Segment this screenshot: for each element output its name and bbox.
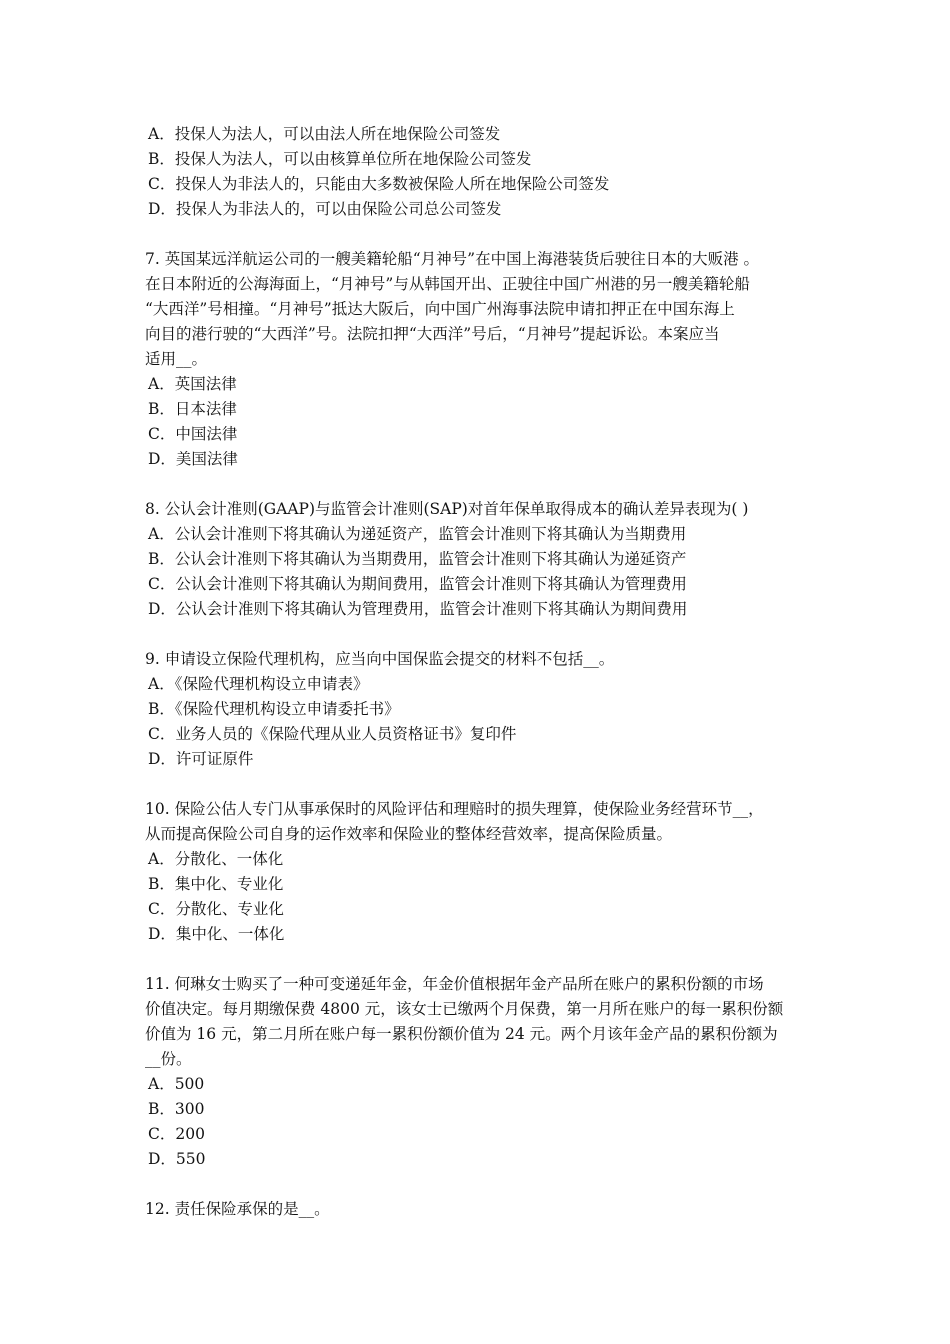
- q7-option-b: B．日本法律: [148, 400, 237, 418]
- q8-option-b: B．公认会计准则下将其确认为当期费用，监管会计准则下将其确认为递延资产: [148, 550, 687, 568]
- q11-stem-line: 价值为 16 元，第二月所在账户每一累积份额价值为 24 元。两个月该年金产品的累积份额为: [145, 1025, 778, 1043]
- q11-stem-line: __份。: [145, 1050, 192, 1068]
- q7-stem-line: 适用__。: [145, 350, 208, 368]
- spacer: [145, 472, 815, 497]
- spacer: [145, 222, 815, 247]
- q7-option-c: C．中国法律: [148, 425, 238, 443]
- q9-option-a: A．《保险代理机构设立申请表》: [148, 675, 369, 693]
- question-9: [145, 647, 815, 772]
- q11-stem-line: 11. 何琳女士购买了一种可变递延年金，年金价值根据年金产品所在账户的累积份额的市场: [145, 975, 764, 993]
- q10-stem-line: 从而提高保险公司自身的运作效率和保险业的整体经营效率，提高保险质量。: [145, 825, 673, 843]
- q8-stem-line: 8. 公认会计准则(GAAP)与监管会计准则(SAP)对首年保单取得成本的确认差异表现为( ): [145, 500, 749, 518]
- q6-option-a: A．投保人为法人，可以由法人所在地保险公司签发: [148, 125, 501, 143]
- q8-option-d: D．公认会计准则下将其确认为管理费用，监管会计准则下将其确认为期间费用: [148, 600, 688, 618]
- q7-option-d: D．美国法律: [148, 450, 238, 468]
- q6-option-b: B．投保人为法人，可以由核算单位所在地保险公司签发: [148, 150, 532, 168]
- q10-option-c: C．分散化、专业化: [148, 900, 284, 918]
- q8-option-a: A．公认会计准则下将其确认为递延资产，监管会计准则下将其确认为当期费用: [148, 525, 687, 543]
- q10-option-a: A．分散化、一体化: [148, 850, 284, 868]
- q11-option-c: C．200: [148, 1125, 205, 1143]
- q8-option-c: C．公认会计准则下将其确认为期间费用，监管会计准则下将其确认为管理费用: [148, 575, 687, 593]
- q10-option-d: D．集中化、一体化: [148, 925, 285, 943]
- q11-option-b: B．300: [148, 1100, 205, 1118]
- q11-option-d: D．550: [148, 1150, 206, 1168]
- question-8: [145, 497, 815, 622]
- spacer: [145, 947, 815, 972]
- question-10: [145, 797, 815, 947]
- q11-option-a: A．500: [148, 1075, 205, 1093]
- q10-option-b: B．集中化、专业化: [148, 875, 284, 893]
- q6-option-c: C．投保人为非法人的，只能由大多数被保险人所在地保险公司签发: [148, 175, 610, 193]
- q10-stem-line: 10. 保险公估人专门从事承保时的风险评估和理赔时的损失理算，使保险业务经营环节__，: [145, 800, 764, 818]
- q9-option-c: C．业务人员的《保险代理从业人员资格证书》复印件: [148, 725, 517, 743]
- q7-stem-line: 在日本附近的公海海面上，“月神号”与从韩国开出、正驶往中国广州港的另一艘美籍轮船: [145, 275, 750, 293]
- document-page: [145, 122, 815, 1222]
- question-6-options: [145, 122, 815, 222]
- q12-stem-line: 12. 责任保险承保的是__。: [145, 1200, 330, 1218]
- spacer: [145, 1172, 815, 1197]
- q11-stem-line: 价值决定。每月期缴保费 4800 元，该女士已缴两个月保费，第一月所在账户的每一累积份额: [145, 1000, 784, 1018]
- question-12: [145, 1197, 815, 1222]
- question-7: [145, 247, 815, 472]
- q9-option-d: D．许可证原件: [148, 750, 254, 768]
- q7-stem-line: 7. 英国某远洋航运公司的一艘美籍轮船“月神号”在中国上海港装货后驶往日本的大贩港 。: [145, 250, 759, 268]
- spacer: [145, 622, 815, 647]
- q7-stem-line: “大西洋”号相撞。“月神号”抵达大阪后，向中国广州海事法院申请扣押正在中国东海上: [145, 300, 735, 318]
- q9-stem-line: 9. 申请设立保险代理机构，应当向中国保监会提交的材料不包括__。: [145, 650, 615, 668]
- question-11: [145, 972, 815, 1172]
- q6-option-d: D．投保人为非法人的，可以由保险公司总公司签发: [148, 200, 502, 218]
- q7-stem-line: 向目的港行驶的“大西洋”号。法院扣押“大西洋”号后，“月神号”提起诉讼。本案应当: [145, 325, 720, 343]
- spacer: [145, 772, 815, 797]
- q7-option-a: A．英国法律: [148, 375, 237, 393]
- q9-option-b: B．《保险代理机构设立申请委托书》: [148, 700, 400, 718]
